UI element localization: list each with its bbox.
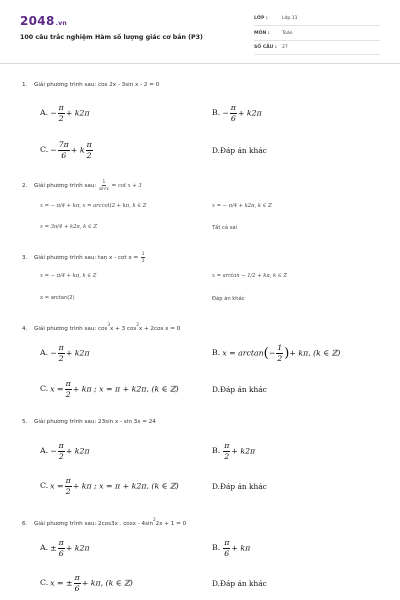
divider (0, 63, 400, 64)
q1-option-a[interactable]: A. − $\frac{\pi}{2}$ + k2π (40, 103, 90, 123)
q4-option-d[interactable]: D.Đáp án khác (212, 385, 267, 394)
question-4: 4. Giải phương trình sau: $\cos^3x + 3$ $\cos^2x + 2\cos$ x = 0 (22, 322, 181, 332)
q2-option-a[interactable]: x = − π/4 + kπ, x = arccot(2 + kπ, k ∈ Z (40, 203, 147, 209)
q1-option-b[interactable]: B. − $\frac{\pi}{6}$ + k2π (212, 103, 262, 123)
q3-option-d[interactable]: Đáp án khác (212, 296, 245, 302)
q5-option-c[interactable]: C. x = $\frac{\pi}{2}$ + kπ ; x = π + k2π, (k ∈ ℤ) (40, 476, 179, 496)
q2-option-c[interactable]: x = 3π/4 + k2π, k ∈ Z (40, 224, 98, 230)
q3-option-a[interactable]: x = − π/4 + kπ, k ∈ Z (40, 273, 97, 279)
q5-option-a[interactable]: A. − $\frac{\pi}{2}$ + k2π (40, 441, 90, 461)
q3-option-b[interactable]: x = arctan − 1/2 + kπ, k ∈ Z (212, 273, 287, 279)
q2-option-d[interactable]: Tất cả sai (212, 225, 238, 231)
q6-option-c[interactable]: C. x = ± $\frac{\pi}{6}$ + kπ, (k ∈ ℤ) (40, 573, 133, 593)
page-title: 100 câu trắc nghiệm Hàm số lượng giác cơ bản (P3) (20, 34, 203, 41)
question-3: 3. Giải phương trình sau: tan x - cot x = $\frac{1}{2}$ (22, 251, 145, 263)
question-1: 1. Giải phương trình sau: cos 2x - 3sin x - 2 = 0 (22, 82, 160, 88)
q1-option-c[interactable]: C. − $\frac{7\pi}{6}$ + k $\frac{\pi}{2}$ (40, 140, 92, 160)
q5-option-d[interactable]: D.Đáp án khác (212, 482, 267, 491)
q1-option-d[interactable]: D.Đáp án khác (212, 146, 267, 155)
question-6: 6. Giải phương trình sau: 2cos3x . $\cos x - 4\sin^22x + 1 = 0$ (22, 517, 187, 527)
meta-count: SỐ CÂU : 27 (254, 45, 380, 55)
question-5: 5. Giải phương trình sau: 23sin x - sin 3x = 24 (22, 419, 156, 425)
q4-option-c[interactable]: C. x = $\frac{\pi}{2}$ + kπ ; x = π + k2π, (k ∈ ℤ) (40, 379, 179, 399)
meta-subject: MÔN : Toán (254, 31, 380, 41)
q2-option-b[interactable]: x = − π/4 + k2π, k ∈ Z (212, 203, 272, 209)
header (0, 0, 400, 62)
q6-option-b[interactable]: B. $\frac{\pi}{6}$ + kπ (212, 538, 251, 558)
site-logo[interactable]: 2048.vn (20, 14, 67, 28)
q4-option-a[interactable]: A. − $\frac{\pi}{2}$ + k2π (40, 343, 90, 363)
q3-option-c[interactable]: x = arctan(2) (40, 295, 75, 301)
q5-option-b[interactable]: B. $\frac{\pi}{2}$ + k2π (212, 441, 256, 461)
question-2: 2. Giải phương trình sau: $\frac{1}{\text{sin²x}}$ = cot x + 3 (22, 179, 142, 191)
q6-option-a[interactable]: A. ± $\frac{\pi}{6}$ + k2π (40, 538, 90, 558)
meta-class: LỚP : Lớp 11 (254, 16, 380, 26)
q4-option-b[interactable]: B. x = arctan(− $\frac{1}{2}$ )+ kπ, (k ∈ ℤ) (212, 343, 341, 363)
q6-option-d[interactable]: D.Đáp án khác (212, 579, 267, 588)
